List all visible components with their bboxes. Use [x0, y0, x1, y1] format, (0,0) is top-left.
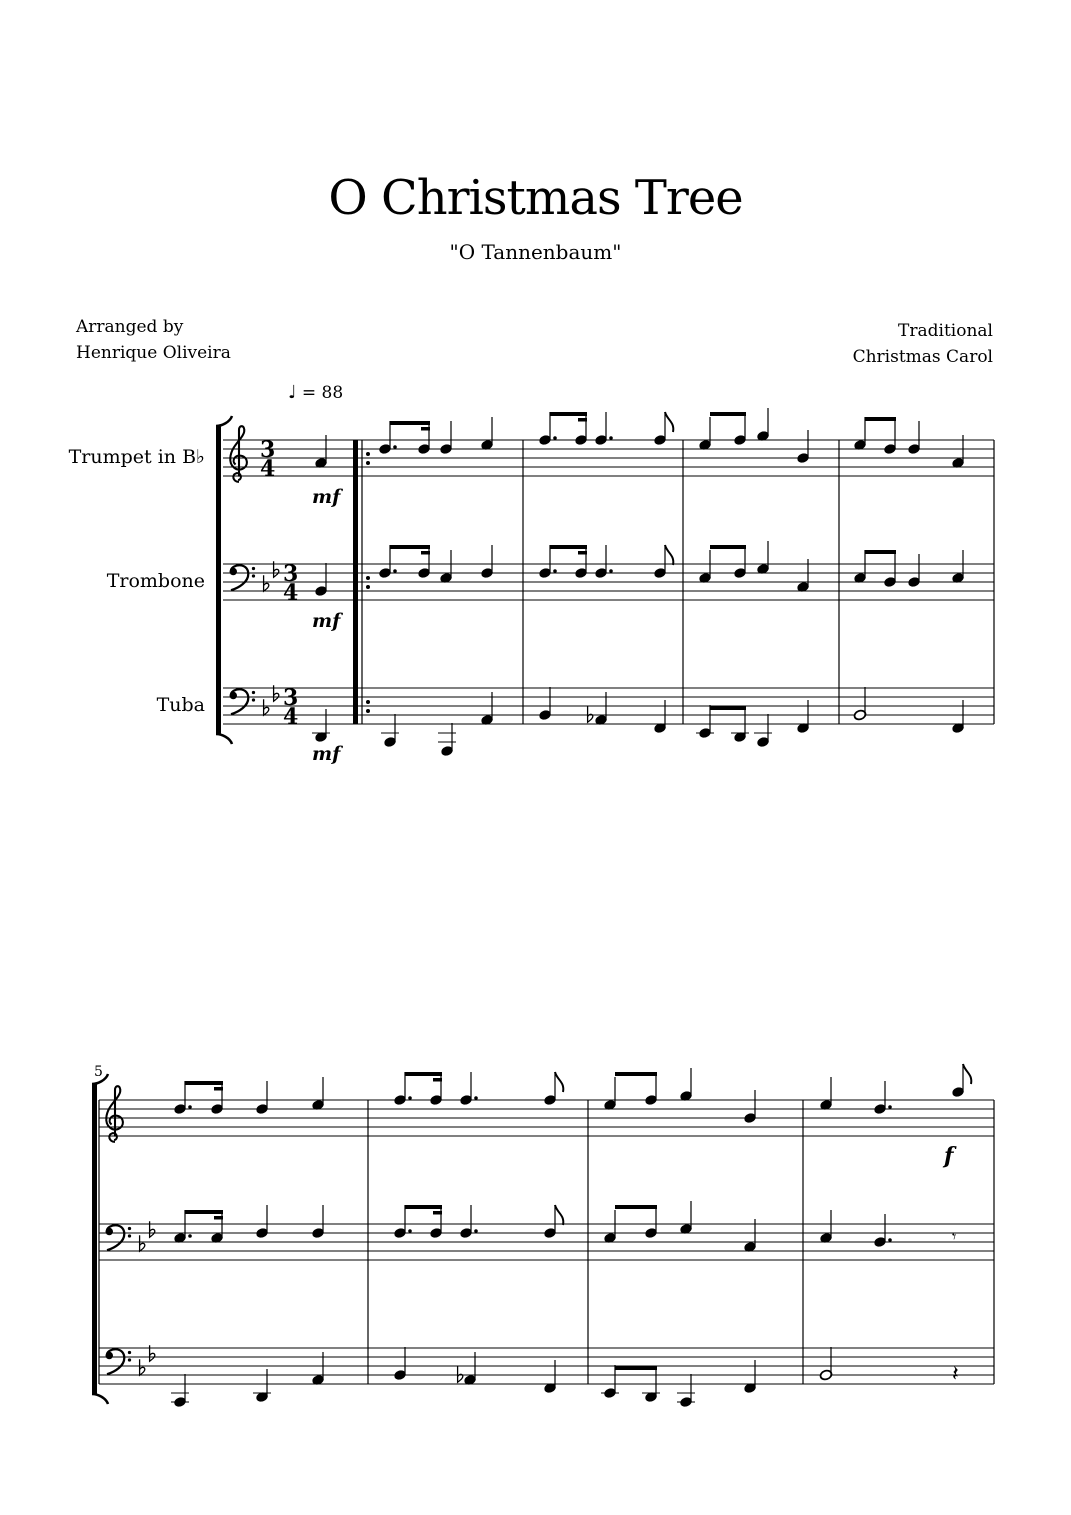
quarter-note-icon: ♩ — [288, 382, 297, 403]
note-beam — [615, 1072, 657, 1076]
note-dot — [888, 1238, 892, 1242]
svg-text:3: 3 — [283, 685, 299, 711]
note-flag — [665, 545, 673, 565]
treble-clef-icon — [106, 1086, 123, 1142]
dynamic-mf — [312, 486, 343, 765]
note-beam — [578, 551, 587, 555]
page-subtitle: "O Tannenbaum" — [449, 240, 622, 264]
note-beam — [710, 706, 746, 710]
note-beam — [615, 1366, 657, 1370]
bass-clef-icon — [230, 565, 256, 590]
note-dot — [609, 436, 613, 440]
note-beam — [390, 421, 430, 425]
dynamic-f: f — [944, 1143, 954, 1169]
note-beam — [710, 545, 746, 549]
note-dot — [188, 1105, 192, 1109]
tempo-value: = 88 — [301, 383, 344, 403]
tuba-staff — [99, 1348, 994, 1384]
system-2 — [92, 1064, 994, 1408]
note-dot — [393, 569, 397, 573]
flat-icon — [588, 706, 593, 722]
note-dot — [553, 569, 557, 573]
arranger-name: Henrique Oliveira — [76, 343, 231, 363]
trumpet-staff — [99, 1100, 994, 1136]
trombone-staff — [99, 1224, 994, 1260]
notes-system-2 — [171, 1064, 971, 1408]
note-beam — [433, 1211, 442, 1215]
note-dot — [609, 569, 613, 573]
note-beam — [865, 417, 896, 421]
note-flag — [555, 1205, 563, 1225]
instrument-name-trumpet: Trumpet in B♭ — [68, 446, 205, 468]
note-beam — [421, 551, 430, 555]
note-beam — [185, 1210, 223, 1214]
svg-text:mf: mf — [312, 610, 341, 632]
note-beam — [865, 550, 896, 554]
instrument-name-tuba: Tuba — [156, 694, 205, 716]
svg-text:4: 4 — [283, 704, 299, 730]
note-dot — [408, 1229, 412, 1233]
note-beam — [405, 1205, 442, 1209]
note-beam — [421, 427, 430, 431]
instrument-name-trombone: Trombone — [106, 570, 205, 592]
note-dot — [888, 1105, 892, 1109]
composer-name: Christmas Carol — [852, 347, 993, 367]
flat-icon — [264, 575, 269, 591]
bass-clef-icon — [106, 1349, 132, 1374]
system-bracket — [92, 1084, 97, 1394]
svg-text:3: 3 — [283, 561, 299, 587]
flat-icon — [458, 1366, 463, 1382]
bass-clef-icon — [230, 689, 256, 714]
note-beam — [390, 545, 430, 549]
svg-text:3: 3 — [260, 437, 276, 463]
composer-label: Traditional — [898, 321, 993, 341]
note-beam — [615, 1205, 657, 1209]
note-dot — [474, 1229, 478, 1233]
page-title: O Christmas Tree — [328, 170, 743, 226]
trombone-staff — [223, 564, 994, 600]
system-bracket — [216, 426, 221, 734]
flat-icon — [264, 699, 269, 715]
note-beam — [214, 1087, 223, 1091]
system-1 — [216, 408, 994, 765]
svg-text:4: 4 — [283, 580, 299, 606]
note-dot — [553, 436, 557, 440]
svg-text:4: 4 — [260, 456, 276, 482]
note-flag — [555, 1072, 563, 1092]
arranger-label: Arranged by — [76, 317, 184, 337]
tuba-staff — [223, 688, 994, 724]
flat-icon — [140, 1235, 145, 1251]
treble-clef-icon — [230, 426, 247, 482]
svg-text:mf: mf — [312, 486, 341, 508]
note-beam — [578, 418, 587, 422]
note-dot — [474, 1096, 478, 1100]
note-beam — [433, 1078, 442, 1082]
note-dot — [188, 1234, 192, 1238]
note-dot — [393, 445, 397, 449]
note-beam — [185, 1081, 223, 1085]
note-beam — [214, 1216, 223, 1220]
measure-number: 5 — [94, 1064, 103, 1080]
note-beam — [710, 412, 746, 416]
svg-text:mf: mf — [312, 743, 341, 765]
rest-icon: 𝄽 — [952, 1362, 959, 1387]
trumpet-staff — [223, 440, 994, 476]
rest-icon: 𝄾 — [952, 1227, 957, 1246]
note-beam — [550, 545, 587, 549]
note-dot — [408, 1096, 412, 1100]
note-flag — [963, 1064, 971, 1084]
flat-icon — [140, 1359, 145, 1375]
note-beam — [405, 1072, 442, 1076]
note-beam — [550, 412, 587, 416]
bass-clef-icon — [106, 1225, 132, 1250]
note-flag — [665, 412, 673, 432]
